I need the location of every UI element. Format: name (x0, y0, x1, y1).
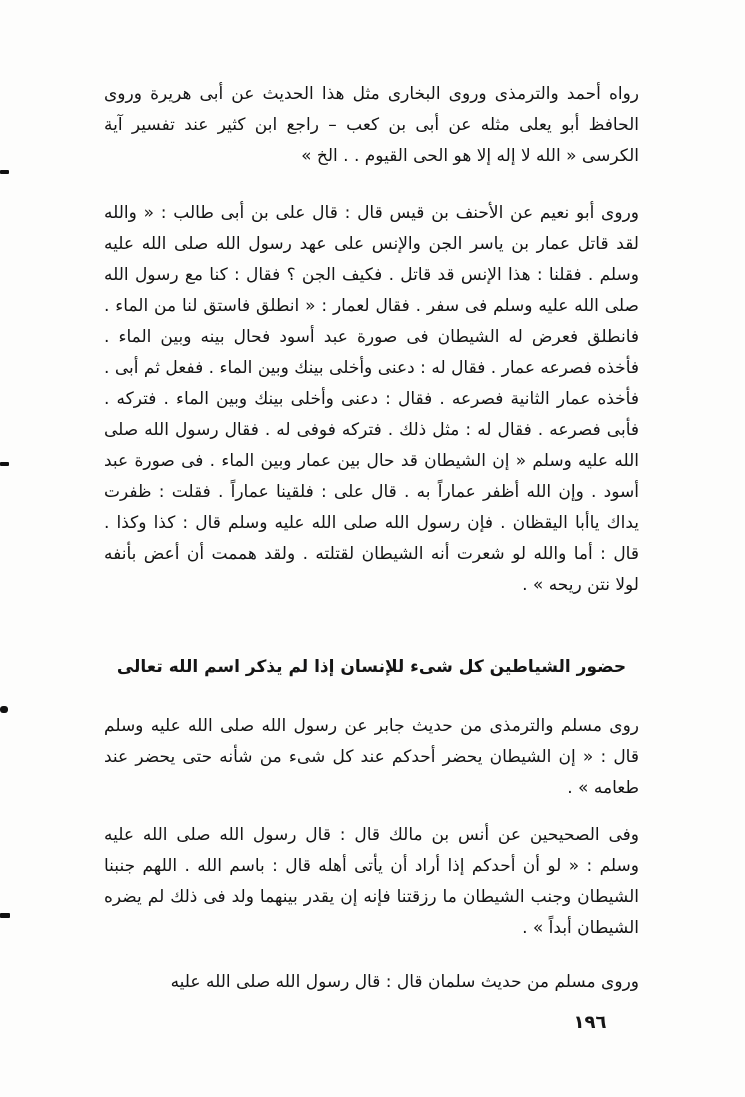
page-number: ١٩٦ (573, 1012, 607, 1033)
paragraph-jabir-hadith (104, 711, 639, 804)
paragraph-text: وفى الصحيحين عن أنس بن مالك قال : قال رسول الله صلى الله عليه وسلم : « لو أن أحدكم إذا أراد أن يأتى أهله قال : باسم الله . اللهم جنبنا الشيطان وجنب الشيطان ما رزقتنا فإنه إن يقدر بينهما ولد فى ذلك لم يضره الشيطان أبداً » . (104, 825, 639, 938)
paragraph-hadith-reference (104, 79, 639, 172)
binding-mark (0, 706, 8, 713)
paragraph-salman-hadith (104, 967, 639, 998)
paragraph-text: رواه أحمد والترمذى وروى البخارى مثل هذا الحديث عن أبى هريرة وروى الحافظ أبو يعلى مثله عن أبى بن كعب – راجع ابن كثير عند تفسير آية الكرسى « الله لا إله إلا هو الحى القيوم . . الخ » (104, 84, 639, 166)
section-heading: حضور الشياطين كل شىء للإنسان إذا لم يذكر اسم الله تعالى (116, 657, 627, 677)
paragraph-text: روى مسلم والترمذى من حديث جابر عن رسول الله صلى الله عليه وسلم قال : « إن الشيطان يحضر أحدكم عند كل شىء من شأنه حتى يحضر عند طعامه » . (104, 716, 639, 798)
paragraph-ammar-story (104, 198, 639, 601)
binding-mark (0, 462, 9, 466)
binding-mark (0, 913, 10, 918)
binding-mark (0, 170, 9, 174)
paragraph-text: وروى مسلم من حديث سلمان قال : قال رسول الله صلى الله عليه (170, 972, 639, 992)
paragraph-text: وروى أبو نعيم عن الأحنف بن قيس قال : قال على بن أبى طالب : « والله لقد قاتل عمار بن ياسر الجن والإنس على عهد رسول الله صلى الله عليه وسلم . فقلنا : هذا الإنس قد قاتل . فكيف الجن ؟ فقال : كنا مع رسول الله صلى الله عليه وسلم فى سفر . فقال لعمار : « انطلق فاستق لنا من الماء . فانطلق فعرض له الشيطان فى صورة عبد أسود فحال بينه وبين الماء . فأخذه فصرعه عمار . فقال له : دعنى وأخلى بينك وبين الماء . ففعل ثم أبى . فأخذه عمار الثانية فصرعه . فقال : دعنى وأخلى بينك وبين الماء . فتركه . فأبى فصرعه . فقال له : مثل ذلك . فتركه فوفى له . فقال رسول الله صلى الله عليه وسلم « إن الشيطان قد حال بين عمار وبين الماء . فى صورة عبد أسود . وإن الله أظفر عماراً به . قال على : فلقينا عماراً . فقلت : ظفرت يداك ياأبا اليقظان . فإن رسول الله صلى الله عليه وسلم قال : كذا وكذا . قال : أما والله لو شعرت أنه الشيطان لقتلته . ولقد هممت أن أعض بأنفه لولا نتن ريحه » . (104, 203, 639, 595)
paragraph-anas-hadith (104, 820, 639, 944)
